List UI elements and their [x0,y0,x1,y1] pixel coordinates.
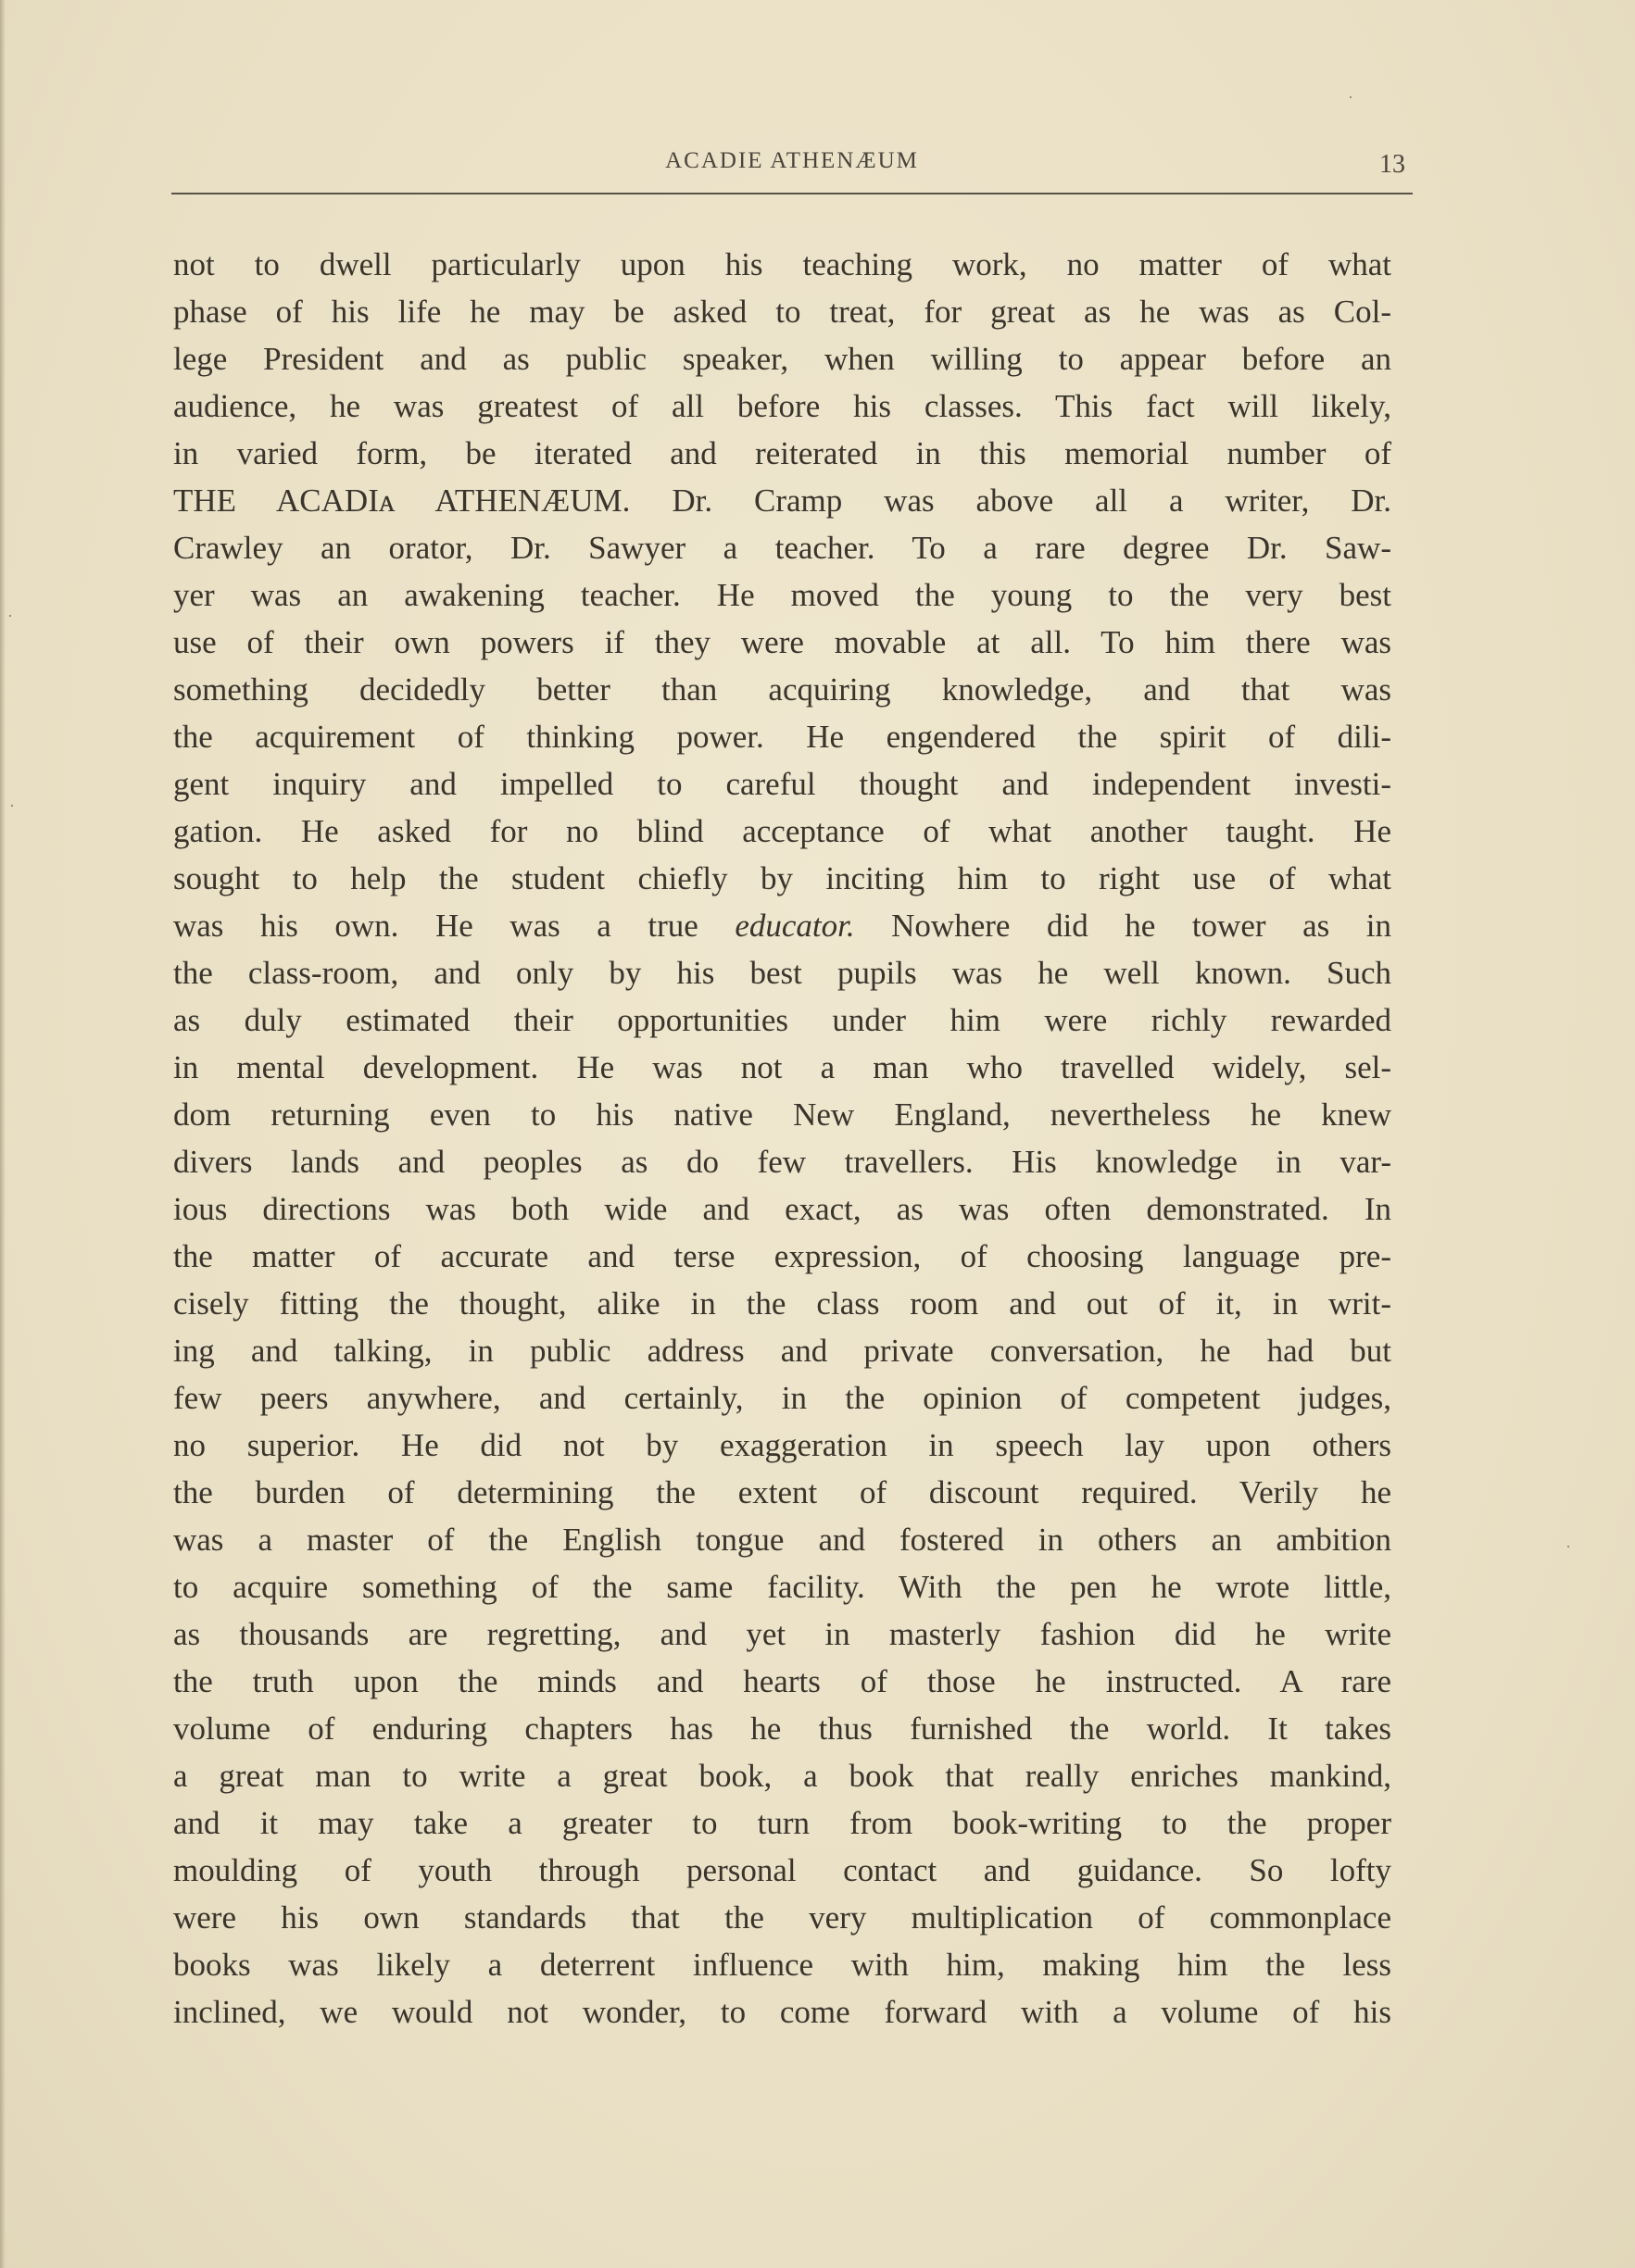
text-line: lege President and as public speaker, when willing to appear before an [173,341,1391,377]
page-speck: · [1566,1537,1571,1556]
text-line: ious directions was both wide and exact, as was often demonstrated. In [173,1191,1391,1227]
line-segment: Nowhere did he tower as in [854,908,1391,944]
text-line: the acquirement of thinking power. He engendered the spirit of dili- [173,719,1391,755]
text-line-with-italic [173,902,1391,949]
header-rule [171,193,1413,194]
line-segment: was his own. He was a true [173,908,736,944]
text-line: gation. He asked for no blind acceptance of what another taught. He [173,813,1391,849]
text-line: THE ACADIᴀ ATHENÆUM. Dr. Cramp was above all a writer, Dr. [173,482,1391,519]
text-line: the class-room, and only by his best pupils was he well known. Such [173,955,1391,991]
page-speck: · [1348,88,1353,107]
text-line: as duly estimated their opportunities under him were richly rewarded [173,1002,1391,1038]
text-line: and it may take a greater to turn from book-writing to the proper [173,1805,1391,1841]
running-head [171,148,1413,185]
page-speck: · [9,796,15,815]
text-line: to acquire something of the same facility. With the pen he wrote little, [173,1569,1391,1605]
text-line: were his own standards that the very multiplication of commonplace [173,1899,1391,1936]
text-line: volume of enduring chapters has he thus furnished the world. It takes [173,1710,1391,1747]
text-line: yer was an awakening teacher. He moved the young to the very best [173,577,1391,613]
text-line: use of their own powers if they were movable at all. To him there was [173,624,1391,660]
text-line: in varied form, be iterated and reiterated in this memorial number of [173,435,1391,471]
page-speck: · [7,607,13,625]
text-line: cisely fitting the thought, alike in the class room and out of it, in writ- [173,1285,1391,1322]
text-line: phase of his life he may be asked to treat, for great as he was as Col- [173,294,1391,330]
text-line: few peers anywhere, and certainly, in the opinion of competent judges, [173,1380,1391,1416]
text-line: a great man to write a great book, a book that really enriches mankind, [173,1758,1391,1794]
text-line: the matter of accurate and terse expression, of choosing language pre- [173,1238,1391,1274]
text-line: ing and talking, in public address and private conversation, he had but [173,1333,1391,1369]
text-line: no superior. He did not by exaggeration in speech lay upon others [173,1427,1391,1463]
text-line: in mental development. He was not a man who travelled widely, sel- [173,1049,1391,1085]
text-line: the truth upon the minds and hearts of those he instructed. A rare [173,1663,1391,1699]
text-line: inclined, we would not wonder, to come forward with a volume of his [173,1994,1391,2030]
text-line: as thousands are regretting, and yet in masterly fashion did he write [173,1616,1391,1652]
running-title: ACADIE ATHENÆUM [665,148,919,173]
text-line: sought to help the student chiefly by inciting him to right use of what [173,860,1391,896]
text-line: moulding of youth through personal contact and guidance. So lofty [173,1852,1391,1888]
italic-word: educator. [735,908,855,944]
binding-shadow [0,0,6,2268]
text-line: the burden of determining the extent of discount required. Verily he [173,1474,1391,1510]
text-line: audience, he was greatest of all before his classes. This fact will likely, [173,388,1391,424]
page-number: 13 [1379,150,1405,179]
text-line: gent inquiry and impelled to careful thought and independent investi- [173,766,1391,802]
text-line: something decidedly better than acquiring knowledge, and that was [173,671,1391,708]
text-line: Crawley an orator, Dr. Sawyer a teacher. To a rare degree Dr. Saw- [173,530,1391,566]
text-line: divers lands and peoples as do few travellers. His knowledge in var- [173,1144,1391,1180]
text-line: not to dwell particularly upon his teaching work, no matter of what [173,246,1391,282]
body-text [173,241,1391,2036]
text-line: was a master of the English tongue and fostered in others an ambition [173,1522,1391,1558]
text-line: books was likely a deterrent influence with him, making him the less [173,1947,1391,1983]
text-line: dom returning even to his native New England, nevertheless he knew [173,1096,1391,1133]
